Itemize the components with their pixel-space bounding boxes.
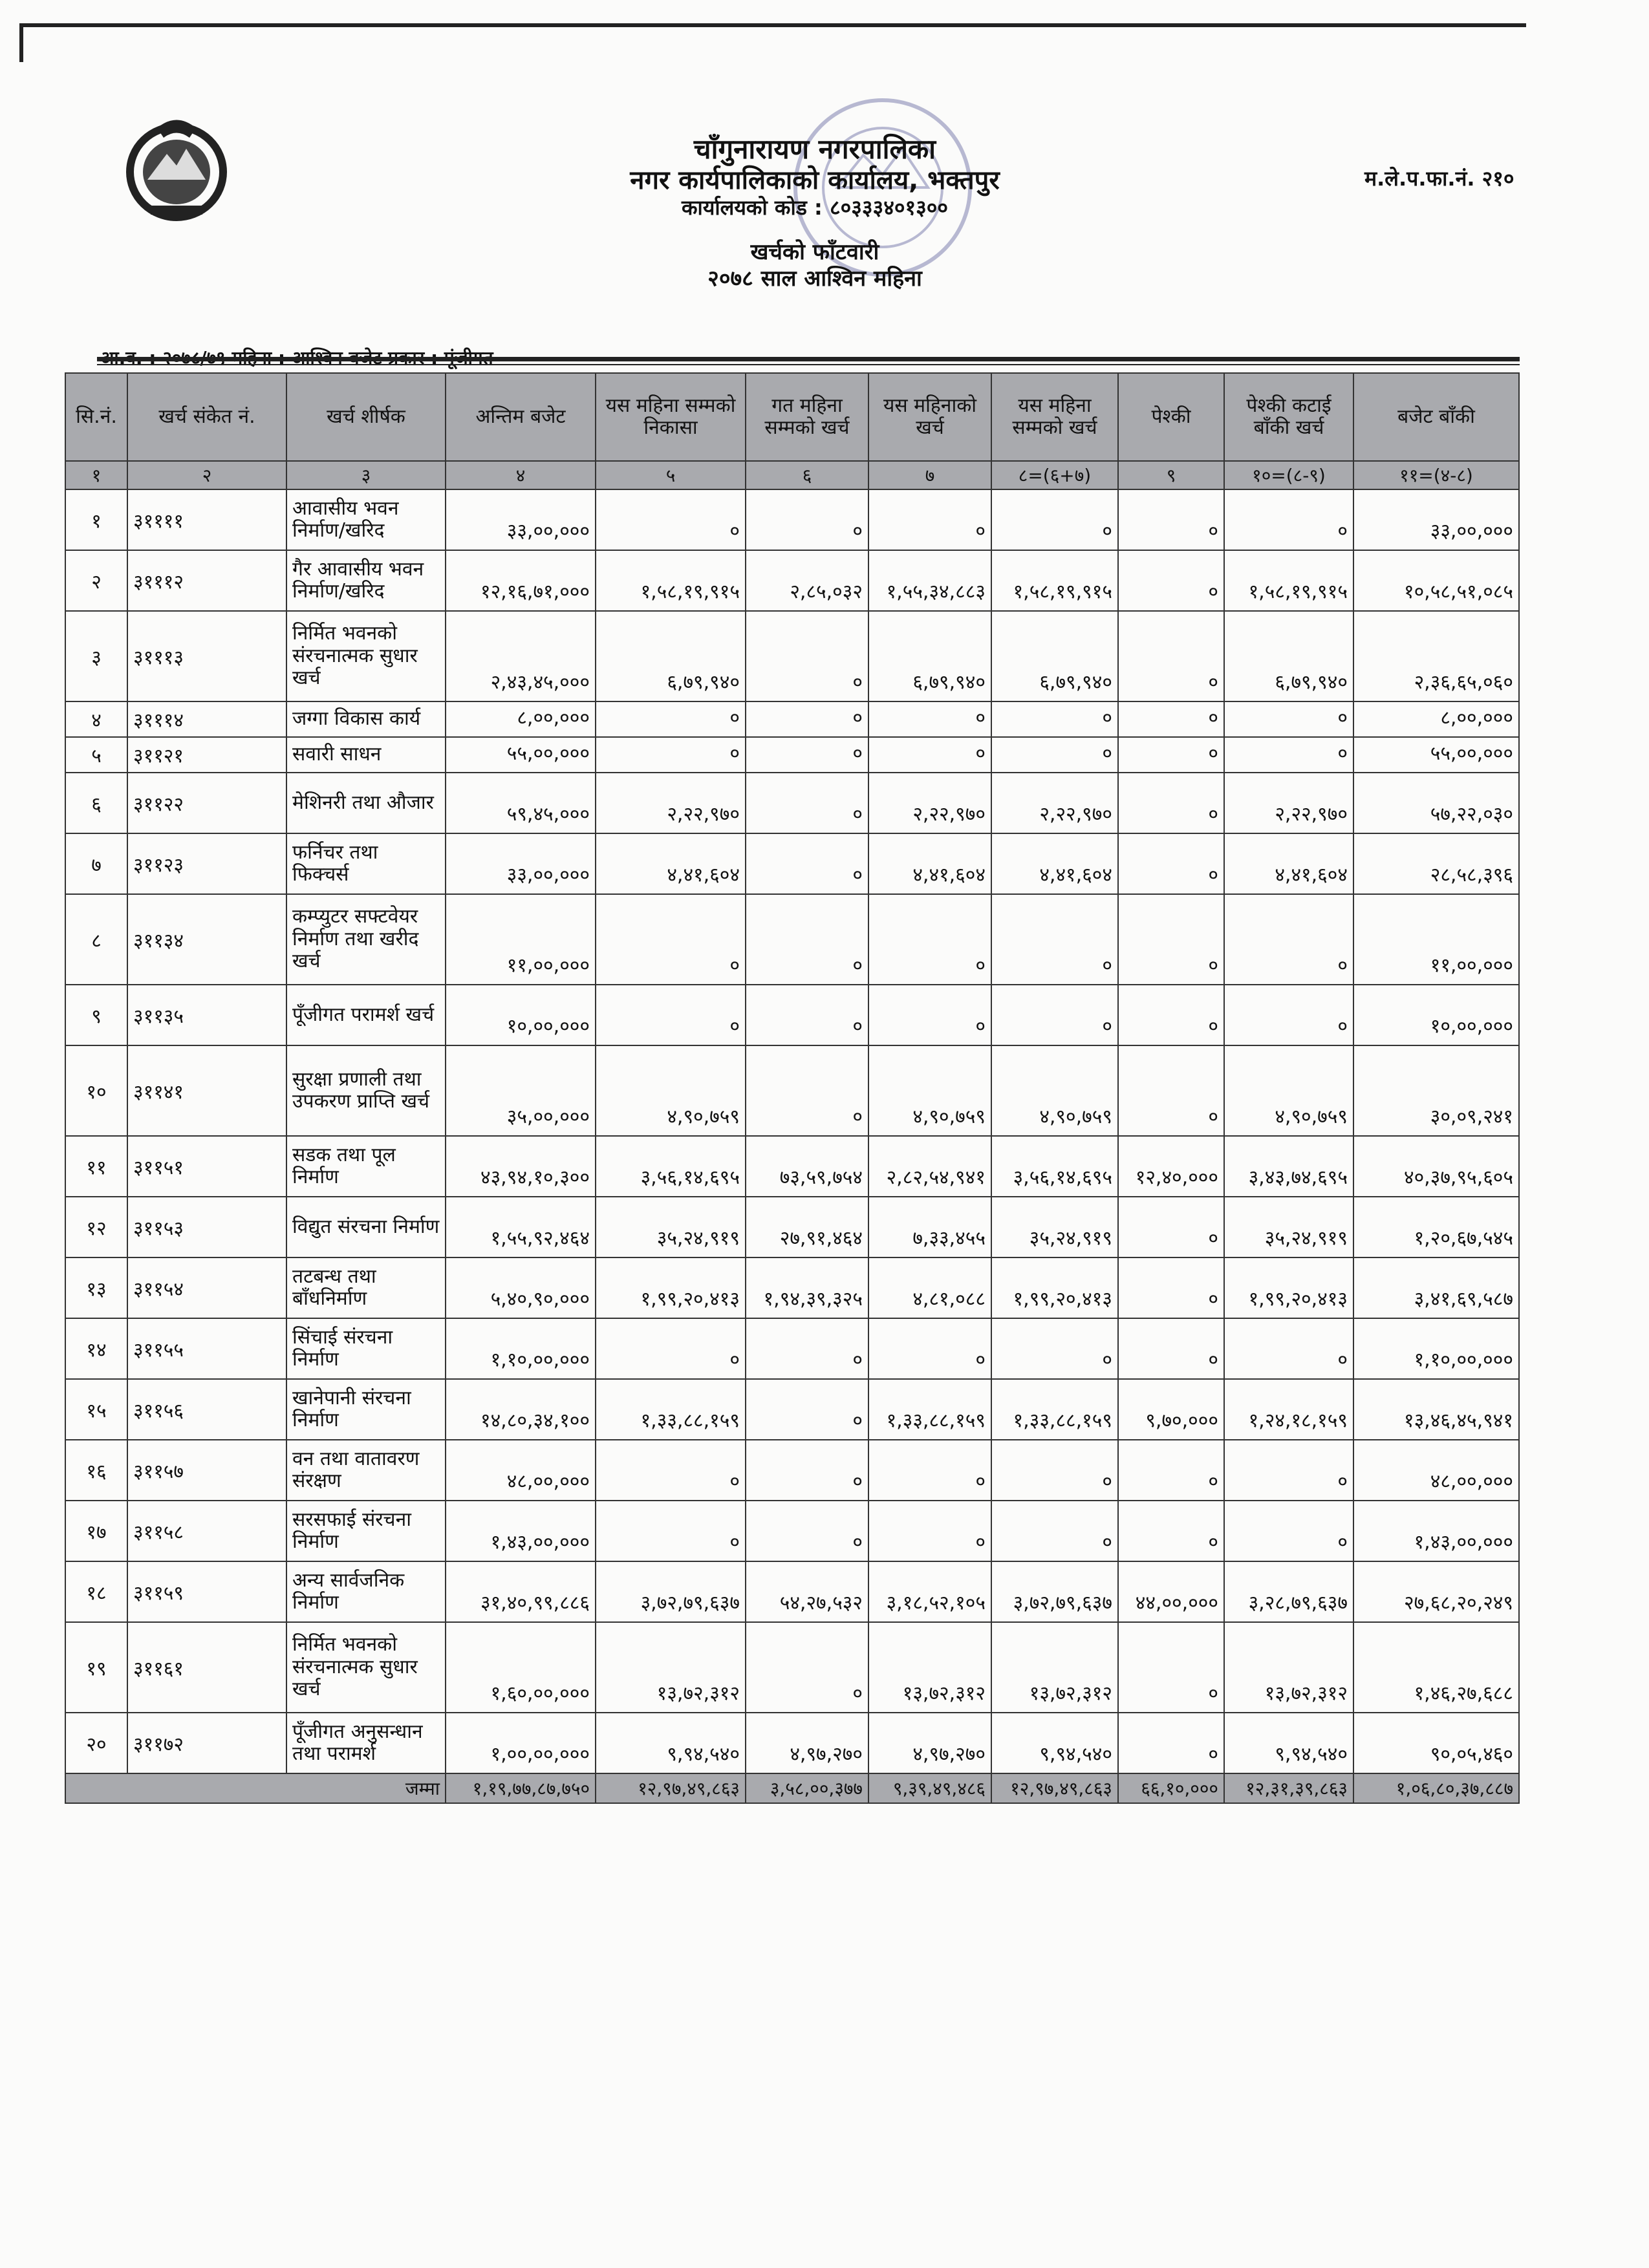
amount-cell: ०	[1118, 773, 1224, 833]
serial-number-cell: ३	[65, 611, 127, 701]
org-name: चाँगुनारायण नगरपालिका	[693, 133, 936, 165]
amount-cell: ०	[868, 985, 991, 1045]
amount-cell: ६,७९,९४०	[596, 611, 746, 701]
amount-cell: १०,५८,५१,०८५	[1353, 550, 1519, 611]
amount-cell: १३,४६,४५,९४१	[1353, 1379, 1519, 1440]
table-row	[65, 1318, 1519, 1379]
serial-number-cell: १	[65, 489, 127, 550]
expense-title-cell: सिंचाई संरचना निर्माण	[286, 1318, 446, 1379]
expense-title-cell: पूँजीगत अनुसन्धान तथा परामर्श	[286, 1713, 446, 1773]
column-index: ६	[746, 461, 868, 489]
table-row	[65, 550, 1519, 611]
amount-cell: १,१०,००,०००	[446, 1318, 596, 1379]
expense-code-cell: ३११२३	[127, 833, 286, 894]
amount-cell: ११,००,०००	[446, 894, 596, 985]
amount-cell: ०	[1224, 701, 1353, 737]
top-border-line	[19, 23, 1526, 27]
table-row	[65, 1197, 1519, 1257]
expense-title-cell: जग्गा विकास कार्य	[286, 701, 446, 737]
expense-code-cell: ३११११	[127, 489, 286, 550]
amount-cell: १,९९,२०,४१३	[596, 1257, 746, 1318]
expense-code-cell: ३११५८	[127, 1501, 286, 1561]
amount-cell: ०	[596, 985, 746, 1045]
amount-cell: ५,४०,९०,०००	[446, 1257, 596, 1318]
amount-cell: ३,५६,१४,६९५	[991, 1136, 1118, 1197]
column-header: यस महिना सम्मको खर्च	[991, 373, 1118, 461]
table-row	[65, 1257, 1519, 1318]
expense-table	[65, 372, 1520, 1804]
amount-cell: ४०,३७,९५,६०५	[1353, 1136, 1519, 1197]
form-reference: म.ले.प.फा.नं. २१०	[1364, 166, 1514, 191]
expense-title-cell: वन तथा वातावरण संरक्षण	[286, 1440, 446, 1501]
amount-cell: ०	[1118, 1622, 1224, 1713]
serial-number-cell: ९	[65, 985, 127, 1045]
column-index: ७	[868, 461, 991, 489]
amount-cell: ०	[868, 1318, 991, 1379]
amount-cell: ०	[1224, 894, 1353, 985]
amount-cell: ४४,००,०००	[1118, 1561, 1224, 1622]
table-header-row	[65, 373, 1519, 461]
expense-code-cell: ३११५६	[127, 1379, 286, 1440]
amount-cell: ३०,०९,२४१	[1353, 1045, 1519, 1136]
amount-cell: ९,७०,०००	[1118, 1379, 1224, 1440]
amount-cell: ६,७९,९४०	[991, 611, 1118, 701]
total-amount-cell: १२,९७,४९,८६३	[596, 1773, 746, 1803]
expense-title-cell: पूँजीगत परामर्श खर्च	[286, 985, 446, 1045]
header-rule-thin	[97, 364, 1520, 365]
amount-cell: ०	[746, 894, 868, 985]
serial-number-cell: १५	[65, 1379, 127, 1440]
amount-cell: १,२०,६७,५४५	[1353, 1197, 1519, 1257]
amount-cell: ०	[1118, 1197, 1224, 1257]
amount-cell: ५४,२७,५३२	[746, 1561, 868, 1622]
total-amount-cell: १२,३१,३९,८६३	[1224, 1773, 1353, 1803]
column-header: यस महिनाको खर्च	[868, 373, 991, 461]
amount-cell: ७,३३,४५५	[868, 1197, 991, 1257]
amount-cell: १,३३,८८,१५९	[991, 1379, 1118, 1440]
amount-cell: १,५५,३४,८८३	[868, 550, 991, 611]
serial-number-cell: १७	[65, 1501, 127, 1561]
table-row	[65, 701, 1519, 737]
amount-cell: १३,७२,३१२	[1224, 1622, 1353, 1713]
expense-code-cell: ३११३४	[127, 894, 286, 985]
serial-number-cell: १८	[65, 1561, 127, 1622]
amount-cell: ०	[868, 737, 991, 773]
amount-cell: ०	[596, 701, 746, 737]
table-row	[65, 1501, 1519, 1561]
amount-cell: ०	[1118, 550, 1224, 611]
serial-number-cell: २०	[65, 1713, 127, 1773]
amount-cell: ३,१८,५२,१०५	[868, 1561, 991, 1622]
amount-cell: ३,४३,७४,६९५	[1224, 1136, 1353, 1197]
amount-cell: ४,९०,७५९	[991, 1045, 1118, 1136]
amount-cell: २७,६८,२०,२४९	[1353, 1561, 1519, 1622]
amount-cell: २,४३,४५,०००	[446, 611, 596, 701]
total-amount-cell: १,०६,८०,३७,८८७	[1353, 1773, 1519, 1803]
column-header: पेश्की	[1118, 373, 1224, 461]
amount-cell: ०	[746, 611, 868, 701]
table-row	[65, 1440, 1519, 1501]
amount-cell: ०	[1118, 894, 1224, 985]
amount-cell: २७,९१,४६४	[746, 1197, 868, 1257]
column-index: १०=(८-९)	[1224, 461, 1353, 489]
amount-cell: ३,७२,७९,६३७	[991, 1561, 1118, 1622]
table-row	[65, 985, 1519, 1045]
amount-cell: ०	[596, 1501, 746, 1561]
amount-cell: ४३,९४,१०,३००	[446, 1136, 596, 1197]
amount-cell: १,४३,००,०००	[446, 1501, 596, 1561]
amount-cell: १०,००,०००	[1353, 985, 1519, 1045]
amount-cell: ०	[746, 1622, 868, 1713]
serial-number-cell: ८	[65, 894, 127, 985]
expense-title-cell: अन्य सार्वजनिक निर्माण	[286, 1561, 446, 1622]
amount-cell: ०	[1224, 489, 1353, 550]
amount-cell: ८,००,०००	[446, 701, 596, 737]
table-row	[65, 1561, 1519, 1622]
amount-cell: १,४६,२७,६८८	[1353, 1622, 1519, 1713]
amount-cell: ०	[746, 1501, 868, 1561]
amount-cell: ३५,००,०००	[446, 1045, 596, 1136]
amount-cell: १,००,००,०००	[446, 1713, 596, 1773]
amount-cell: १३,७२,३१२	[868, 1622, 991, 1713]
column-index: २	[127, 461, 286, 489]
header-rule	[97, 357, 1520, 361]
total-amount-cell: १,१९,७७,८७,७५०	[446, 1773, 596, 1803]
amount-cell: ३,४१,६९,५८७	[1353, 1257, 1519, 1318]
table-body	[65, 489, 1519, 1803]
expense-code-cell: ३११७२	[127, 1713, 286, 1773]
expense-code-cell: ३१११२	[127, 550, 286, 611]
amount-cell: ०	[1118, 833, 1224, 894]
amount-cell: १३,७२,३१२	[596, 1622, 746, 1713]
serial-number-cell: १९	[65, 1622, 127, 1713]
total-amount-cell: ९,३९,४९,४८६	[868, 1773, 991, 1803]
amount-cell: ०	[596, 894, 746, 985]
amount-cell: ०	[596, 1440, 746, 1501]
amount-cell: ०	[991, 701, 1118, 737]
amount-cell: १०,००,०००	[446, 985, 596, 1045]
amount-cell: २,२२,९७०	[991, 773, 1118, 833]
amount-cell: २,२२,९७०	[596, 773, 746, 833]
amount-cell: २,२२,९७०	[868, 773, 991, 833]
amount-cell: २८,५८,३९६	[1353, 833, 1519, 894]
office-name: नगर कार्यपालिकाको कार्यालय, भक्तपुर	[630, 165, 1000, 195]
amount-cell: ११,००,०००	[1353, 894, 1519, 985]
serial-number-cell: ६	[65, 773, 127, 833]
column-header: पेश्की कटाई बाँकी खर्च	[1224, 373, 1353, 461]
amount-cell: ०	[746, 489, 868, 550]
column-header: बजेट बाँकी	[1353, 373, 1519, 461]
expense-code-cell: ३११५५	[127, 1318, 286, 1379]
amount-cell: ०	[991, 1318, 1118, 1379]
column-index: १	[65, 461, 127, 489]
amount-cell: ०	[1118, 489, 1224, 550]
document-header	[530, 133, 1099, 292]
amount-cell: ४,९०,७५९	[1224, 1045, 1353, 1136]
amount-cell: २,८२,५४,९४१	[868, 1136, 991, 1197]
left-border-mark	[19, 23, 23, 62]
amount-cell: ०	[991, 489, 1118, 550]
amount-cell: ०	[1118, 1045, 1224, 1136]
amount-cell: ०	[596, 489, 746, 550]
table-row	[65, 1713, 1519, 1773]
amount-cell: ०	[1224, 985, 1353, 1045]
column-index: ८=(६+७)	[991, 461, 1118, 489]
amount-cell: ०	[1118, 1501, 1224, 1561]
expense-code-cell: ३११४१	[127, 1045, 286, 1136]
expense-title-cell: सवारी साधन	[286, 737, 446, 773]
amount-cell: ७३,५९,७५४	[746, 1136, 868, 1197]
expense-title-cell: तटबन्ध तथा बाँधनिर्माण	[286, 1257, 446, 1318]
table-row	[65, 1136, 1519, 1197]
nepal-emblem-icon	[122, 109, 232, 224]
amount-cell: ०	[746, 773, 868, 833]
amount-cell: ८,००,०००	[1353, 701, 1519, 737]
column-header: गत महिना सम्मको खर्च	[746, 373, 868, 461]
amount-cell: ०	[746, 985, 868, 1045]
expense-title-cell: सडक तथा पूल निर्माण	[286, 1136, 446, 1197]
amount-cell: ०	[1224, 1501, 1353, 1561]
expense-title-cell: निर्मित भवनको संरचनात्मक सुधार खर्च	[286, 1622, 446, 1713]
table-row	[65, 1045, 1519, 1136]
amount-cell: १४,८०,३४,१००	[446, 1379, 596, 1440]
amount-cell: ५५,००,०००	[446, 737, 596, 773]
office-code: कार्यालयको कोड : ८०३३३४०१३००	[681, 195, 949, 220]
amount-cell: ५९,४५,०००	[446, 773, 596, 833]
column-header: यस महिना सम्मको निकासा	[596, 373, 746, 461]
amount-cell: ०	[1224, 737, 1353, 773]
document-title: खर्चको फाँटवारी	[750, 239, 879, 266]
amount-cell: ५५,००,०००	[1353, 737, 1519, 773]
total-amount-cell: ६६,१०,०००	[1118, 1773, 1224, 1803]
total-label: जम्मा	[65, 1773, 446, 1803]
amount-cell: ०	[746, 701, 868, 737]
expense-title-cell: फर्निचर तथा फिक्चर्स	[286, 833, 446, 894]
serial-number-cell: ७	[65, 833, 127, 894]
amount-cell: ०	[868, 489, 991, 550]
amount-cell: ४८,००,०००	[1353, 1440, 1519, 1501]
amount-cell: ०	[746, 1379, 868, 1440]
amount-cell: ०	[1118, 985, 1224, 1045]
amount-cell: ०	[1118, 1257, 1224, 1318]
column-header: खर्च शीर्षक	[286, 373, 446, 461]
amount-cell: ३५,२४,९१९	[991, 1197, 1118, 1257]
amount-cell: ४,९७,२७०	[746, 1713, 868, 1773]
amount-cell: ०	[1118, 737, 1224, 773]
amount-cell: ४,९०,७५९	[596, 1045, 746, 1136]
amount-cell: ०	[991, 985, 1118, 1045]
amount-cell: ०	[746, 833, 868, 894]
total-amount-cell: ३,५८,००,३७७	[746, 1773, 868, 1803]
amount-cell: ०	[868, 894, 991, 985]
expense-code-cell: ३११३५	[127, 985, 286, 1045]
serial-number-cell: १३	[65, 1257, 127, 1318]
expense-code-cell: ३११५४	[127, 1257, 286, 1318]
total-row	[65, 1773, 1519, 1803]
amount-cell: ४,८१,०८८	[868, 1257, 991, 1318]
amount-cell: ४,४१,६०४	[1224, 833, 1353, 894]
amount-cell: ४,९०,७५९	[868, 1045, 991, 1136]
expense-title-cell: आवासीय भवन निर्माण/खरिद	[286, 489, 446, 550]
amount-cell: १,५५,९२,४६४	[446, 1197, 596, 1257]
amount-cell: ४,९७,२७०	[868, 1713, 991, 1773]
amount-cell: २,२२,९७०	[1224, 773, 1353, 833]
period-label: २०७८ साल आश्विन महिना	[707, 265, 922, 292]
amount-cell: ०	[596, 1318, 746, 1379]
amount-cell: ०	[1118, 611, 1224, 701]
amount-cell: ०	[1118, 1318, 1224, 1379]
expense-title-cell: खानेपानी संरचना निर्माण	[286, 1379, 446, 1440]
column-index: ४	[446, 461, 596, 489]
column-header: सि.नं.	[65, 373, 127, 461]
amount-cell: ३३,००,०००	[446, 833, 596, 894]
amount-cell: २,८५,०३२	[746, 550, 868, 611]
amount-cell: ०	[991, 1440, 1118, 1501]
amount-cell: १,२४,१८,१५९	[1224, 1379, 1353, 1440]
expense-code-cell: ३१११३	[127, 611, 286, 701]
table-row	[65, 489, 1519, 550]
table-row	[65, 611, 1519, 701]
serial-number-cell: ११	[65, 1136, 127, 1197]
amount-cell: ६,७९,९४०	[1224, 611, 1353, 701]
expense-title-cell: सुरक्षा प्रणाली तथा उपकरण प्राप्ति खर्च	[286, 1045, 446, 1136]
amount-cell: १२,४०,०००	[1118, 1136, 1224, 1197]
amount-cell: ०	[596, 737, 746, 773]
expense-title-cell: विद्युत संरचना निर्माण	[286, 1197, 446, 1257]
expense-code-cell: ३११२२	[127, 773, 286, 833]
table-row	[65, 773, 1519, 833]
amount-cell: ०	[746, 1440, 868, 1501]
table-row	[65, 737, 1519, 773]
serial-number-cell: २	[65, 550, 127, 611]
serial-number-cell: १४	[65, 1318, 127, 1379]
amount-cell: १,५८,१९,९१५	[991, 550, 1118, 611]
column-index: ५	[596, 461, 746, 489]
amount-cell: ०	[991, 894, 1118, 985]
column-header: अन्तिम बजेट	[446, 373, 596, 461]
amount-cell: ९,९४,५४०	[1224, 1713, 1353, 1773]
amount-cell: ५७,२२,०३०	[1353, 773, 1519, 833]
column-header: खर्च संकेत नं.	[127, 373, 286, 461]
amount-cell: ०	[1118, 1713, 1224, 1773]
expense-code-cell: ३११६१	[127, 1622, 286, 1713]
amount-cell: ३३,००,०००	[1353, 489, 1519, 550]
amount-cell: ४,४१,६०४	[596, 833, 746, 894]
amount-cell: ०	[1118, 701, 1224, 737]
expense-title-cell: गैर आवासीय भवन निर्माण/खरिद	[286, 550, 446, 611]
amount-cell: ३,२८,७९,६३७	[1224, 1561, 1353, 1622]
amount-cell: १,५८,१९,९१५	[596, 550, 746, 611]
table-row	[65, 1622, 1519, 1713]
amount-cell: १,५८,१९,९१५	[1224, 550, 1353, 611]
expense-title-cell: मेशिनरी तथा औजार	[286, 773, 446, 833]
expense-code-cell: ३११५७	[127, 1440, 286, 1501]
amount-cell: ९०,०५,४६०	[1353, 1713, 1519, 1773]
amount-cell: ३,७२,७९,६३७	[596, 1561, 746, 1622]
amount-cell: १२,१६,७१,०००	[446, 550, 596, 611]
expense-code-cell: ३१११४	[127, 701, 286, 737]
amount-cell: ६,७९,९४०	[868, 611, 991, 701]
amount-cell: ०	[1224, 1318, 1353, 1379]
amount-cell: ९,९४,५४०	[991, 1713, 1118, 1773]
amount-cell: १,३३,८८,१५९	[596, 1379, 746, 1440]
amount-cell: ०	[1224, 1440, 1353, 1501]
table-row	[65, 833, 1519, 894]
amount-cell: ०	[868, 1501, 991, 1561]
amount-cell: १,९९,२०,४१३	[991, 1257, 1118, 1318]
amount-cell: ०	[746, 737, 868, 773]
amount-cell: ०	[991, 737, 1118, 773]
serial-number-cell: १६	[65, 1440, 127, 1501]
amount-cell: ४८,००,०००	[446, 1440, 596, 1501]
serial-number-cell: ५	[65, 737, 127, 773]
expense-code-cell: ३११५९	[127, 1561, 286, 1622]
expense-code-cell: ३११२१	[127, 737, 286, 773]
column-index: ३	[286, 461, 446, 489]
total-amount-cell: १२,९७,४९,८६३	[991, 1773, 1118, 1803]
amount-cell: ०	[868, 1440, 991, 1501]
serial-number-cell: ४	[65, 701, 127, 737]
expense-title-cell: निर्मित भवनको संरचनात्मक सुधार खर्च	[286, 611, 446, 701]
expense-code-cell: ३११५१	[127, 1136, 286, 1197]
amount-cell: १,९९,२०,४१३	[1224, 1257, 1353, 1318]
expense-title-cell: कम्प्युटर सफ्टवेयर निर्माण तथा खरीद खर्च	[286, 894, 446, 985]
expense-title-cell: सरसफाई संरचना निर्माण	[286, 1501, 446, 1561]
amount-cell: ३५,२४,९१९	[596, 1197, 746, 1257]
amount-cell: ०	[1118, 1440, 1224, 1501]
table-row	[65, 1379, 1519, 1440]
amount-cell: ०	[746, 1045, 868, 1136]
serial-number-cell: १०	[65, 1045, 127, 1136]
amount-cell: ३१,४०,९९,८८६	[446, 1561, 596, 1622]
amount-cell: १,१०,००,०००	[1353, 1318, 1519, 1379]
amount-cell: ०	[991, 1501, 1118, 1561]
amount-cell: १,६०,००,०००	[446, 1622, 596, 1713]
expense-code-cell: ३११५३	[127, 1197, 286, 1257]
amount-cell: ०	[746, 1318, 868, 1379]
amount-cell: २,३६,६५,०६०	[1353, 611, 1519, 701]
amount-cell: ३,५६,१४,६९५	[596, 1136, 746, 1197]
amount-cell: १,९४,३९,३२५	[746, 1257, 868, 1318]
amount-cell: १,३३,८८,१५९	[868, 1379, 991, 1440]
amount-cell: ९,९४,५४०	[596, 1713, 746, 1773]
amount-cell: ४,४१,६०४	[868, 833, 991, 894]
amount-cell: ४,४१,६०४	[991, 833, 1118, 894]
amount-cell: ०	[868, 701, 991, 737]
column-index-row	[65, 461, 1519, 489]
amount-cell: १,४३,००,०००	[1353, 1501, 1519, 1561]
column-index: ९	[1118, 461, 1224, 489]
table-row	[65, 894, 1519, 985]
serial-number-cell: १२	[65, 1197, 127, 1257]
amount-cell: ३५,२४,९१९	[1224, 1197, 1353, 1257]
column-index: ११=(४-८)	[1353, 461, 1519, 489]
amount-cell: १३,७२,३१२	[991, 1622, 1118, 1713]
amount-cell: ३३,००,०००	[446, 489, 596, 550]
